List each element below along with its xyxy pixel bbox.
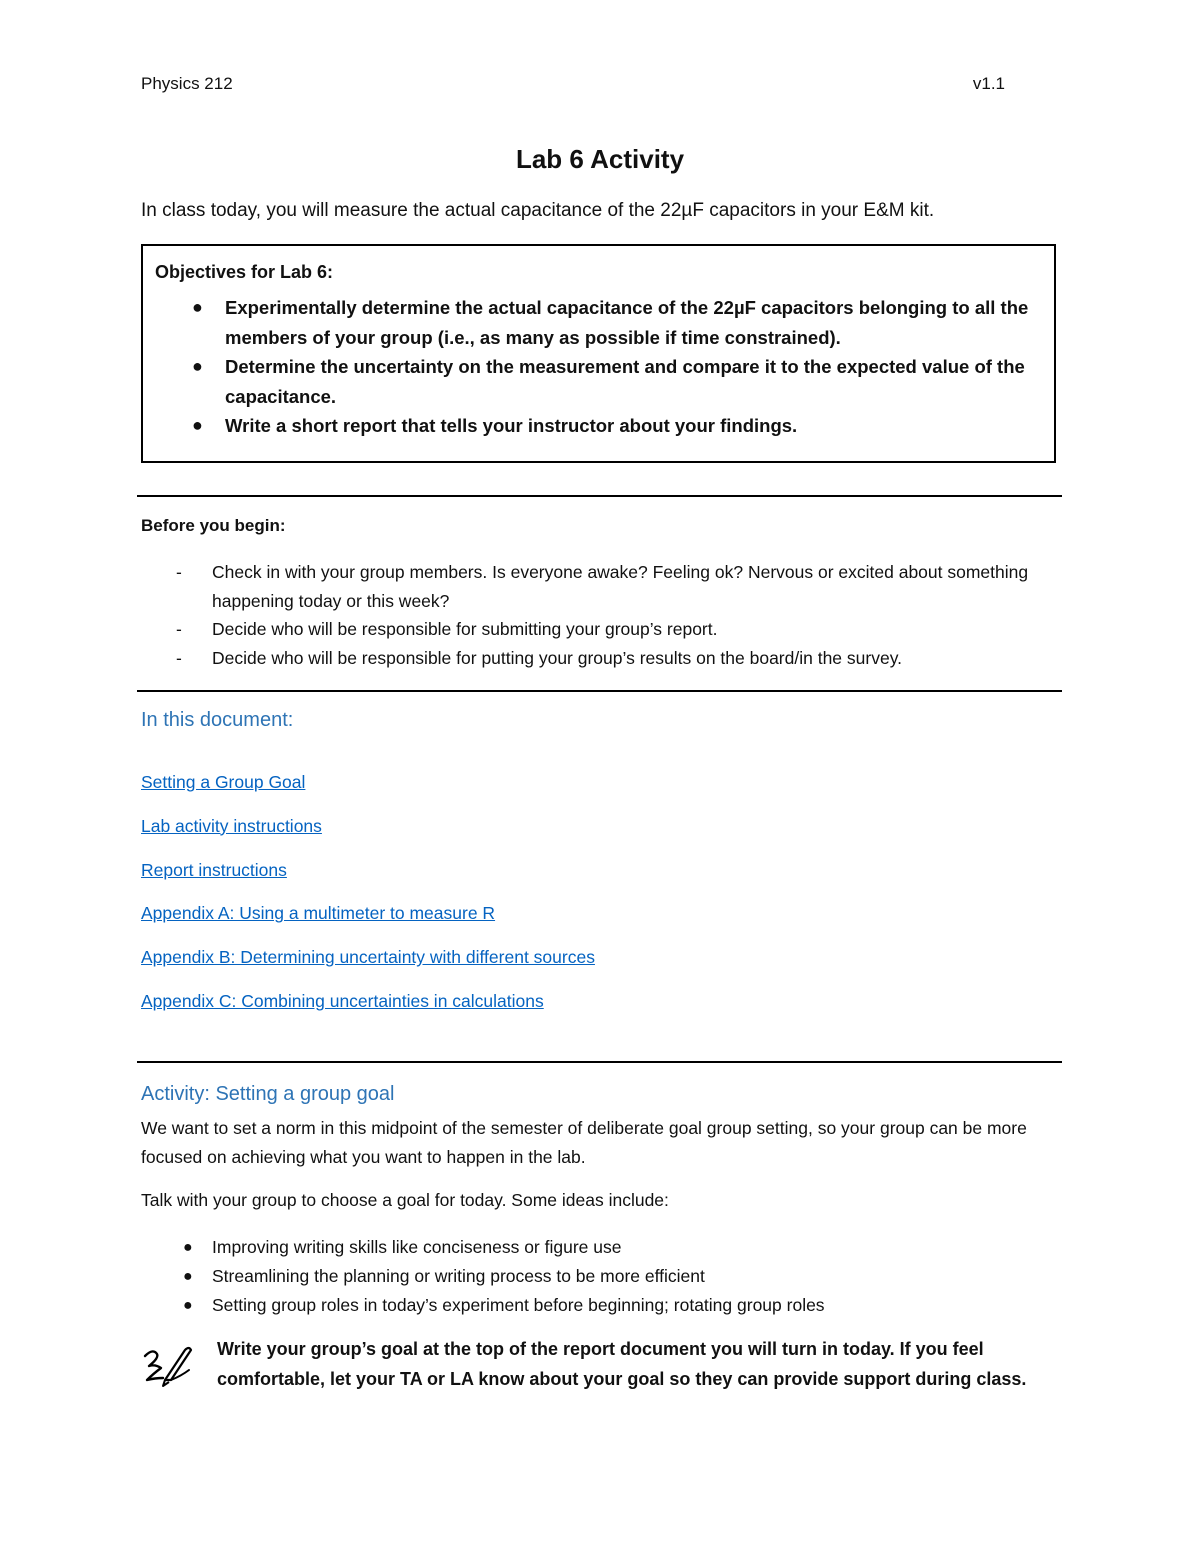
before-begin-item bbox=[141, 558, 1061, 615]
dash-marker: - bbox=[176, 647, 182, 668]
objectives-title: Objectives for Lab 6: bbox=[155, 262, 334, 282]
objectives-list bbox=[155, 293, 1042, 441]
bullet-icon: ● bbox=[183, 1239, 193, 1256]
objective-item bbox=[155, 293, 1042, 352]
toc-link-report-instructions[interactable]: Report instructions bbox=[141, 859, 287, 880]
toc-list bbox=[141, 770, 595, 1033]
section-divider bbox=[137, 1061, 1062, 1063]
pen-writing-icon bbox=[141, 1340, 197, 1390]
before-begin-item bbox=[141, 644, 1061, 673]
bullet-icon: ● bbox=[192, 356, 203, 376]
before-begin-item bbox=[141, 615, 1061, 644]
objective-item bbox=[155, 411, 1042, 441]
course-name: Physics 212 bbox=[141, 74, 233, 93]
version-label: v1.1 bbox=[972, 74, 1005, 93]
objectives-box bbox=[141, 244, 1056, 463]
objective-text: Experimentally determine the actual capacitance of the 22µF capacitors belonging to all the members of your group (i.e., as many as possible if time constrained). bbox=[225, 297, 1029, 348]
toc-heading: In this document: bbox=[141, 709, 294, 731]
dash-marker: - bbox=[176, 562, 182, 582]
bullet-icon: ● bbox=[192, 415, 203, 435]
goal-idea-item bbox=[141, 1262, 1061, 1291]
before-begin-list bbox=[141, 558, 1061, 672]
bullet-icon: ● bbox=[183, 1297, 193, 1314]
objective-text: Determine the uncertainty on the measurement and compare it to the expected value of the capacitance. bbox=[225, 356, 1025, 407]
goal-callout: Write your group’s goal at the top of the report document you will turn in today. If you feel comfortable, let your TA or LA know about your goal so they can provide support during class. bbox=[217, 1339, 1027, 1389]
objective-text: Write a short report that tells your instructor about your findings. bbox=[225, 415, 798, 436]
bullet-icon: ● bbox=[183, 1268, 193, 1285]
bullet-icon: ● bbox=[192, 297, 203, 317]
toc-link-lab-instructions[interactable]: Lab activity instructions bbox=[141, 815, 322, 836]
before-begin-text: Check in with your group members. Is everyone awake? Feeling ok? Nervous or excited about something happening today or this week? bbox=[212, 562, 1029, 611]
section-divider bbox=[137, 690, 1062, 692]
activity-paragraph: We want to set a norm in this midpoint of the semester of deliberate goal group setting, so your group can be more focused on achieving what you want to happen in the lab. bbox=[141, 1118, 1027, 1167]
before-begin-text: Decide who will be responsible for submitting your group’s report. bbox=[212, 619, 718, 639]
running-header bbox=[141, 74, 1005, 94]
before-begin-heading: Before you begin: bbox=[141, 516, 286, 535]
goal-idea-item bbox=[141, 1233, 1061, 1262]
toc-link-appendix-c[interactable]: Appendix C: Combining uncertainties in calculations bbox=[141, 990, 544, 1011]
activity-heading: Activity: Setting a group goal bbox=[141, 1083, 395, 1105]
goal-idea-item bbox=[141, 1291, 1061, 1320]
section-divider bbox=[137, 495, 1062, 497]
page-title: Lab 6 Activity bbox=[515, 144, 685, 174]
toc-link-appendix-a[interactable]: Appendix A: Using a multimeter to measure R bbox=[141, 903, 496, 924]
goal-ideas-list bbox=[141, 1233, 1061, 1320]
intro-text: In class today, you will measure the actual capacitance of the 22µF capacitors in your E&M kit. bbox=[141, 200, 935, 221]
dash-marker: - bbox=[176, 619, 182, 639]
objective-item bbox=[155, 352, 1042, 411]
activity-prompt: Talk with your group to choose a goal for today. Some ideas include: bbox=[141, 1190, 669, 1210]
before-begin-text: Decide who will be responsible for putting your group’s results on the board/in the survey. bbox=[212, 647, 903, 668]
toc-link-appendix-b[interactable]: Appendix B: Determining uncertainty with different sources bbox=[141, 947, 595, 968]
goal-idea-text: Streamlining the planning or writing process to be more efficient bbox=[212, 1266, 705, 1286]
toc-link-group-goal[interactable]: Setting a Group Goal bbox=[141, 772, 306, 792]
goal-idea-text: Improving writing skills like conciseness or figure use bbox=[212, 1237, 622, 1257]
goal-idea-text: Setting group roles in today’s experiment before beginning; rotating group roles bbox=[212, 1295, 825, 1315]
